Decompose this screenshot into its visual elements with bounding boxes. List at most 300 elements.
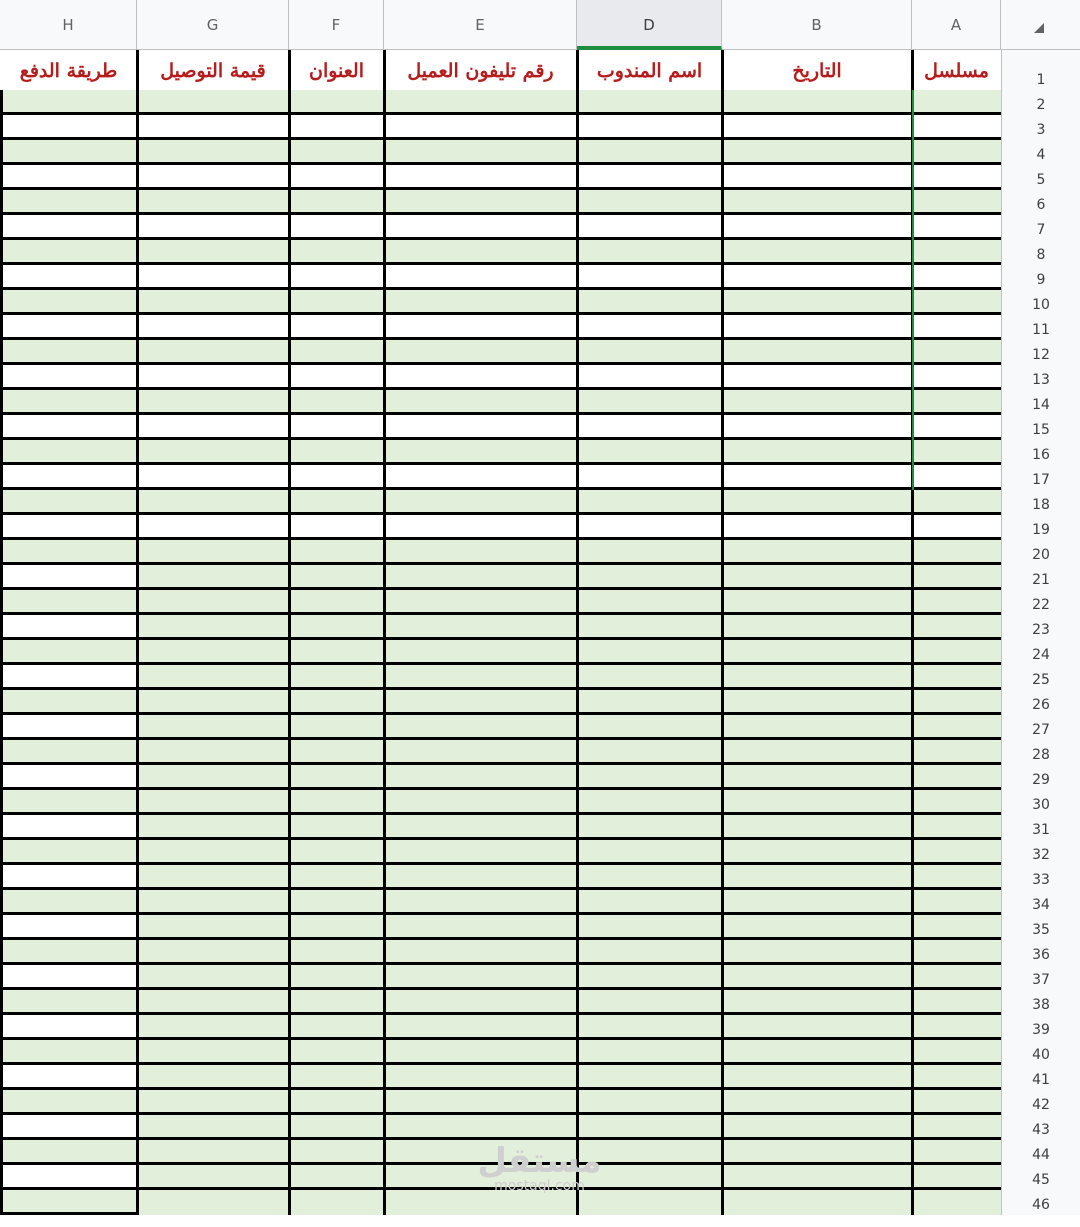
cell-e-25[interactable] [384,665,577,690]
cell-e-5[interactable] [384,165,577,190]
cell-b-5[interactable] [722,165,912,190]
cell-e-24[interactable] [384,640,577,665]
row-header-22[interactable] [1001,590,1080,615]
row-header-36[interactable] [1001,940,1080,965]
column-header-d[interactable]: D [577,0,722,50]
cell-h-10[interactable] [0,290,137,315]
cell-a-17[interactable] [912,465,1001,490]
header-cell-e[interactable]: رقم تليفون العميل [384,50,577,90]
row-header-32[interactable] [1001,840,1080,865]
cell-h-41[interactable] [0,1065,137,1090]
cell-f-8[interactable] [289,240,384,265]
cell-e-19[interactable] [384,515,577,540]
row-header-21[interactable] [1001,565,1080,590]
cell-b-2[interactable] [722,90,912,115]
row-header-19[interactable] [1001,515,1080,540]
cell-d-13[interactable] [577,365,722,390]
cell-e-4[interactable] [384,140,577,165]
cell-d-34[interactable] [577,890,722,915]
row-header-26[interactable] [1001,690,1080,715]
cell-b-20[interactable] [722,540,912,565]
cell-e-20[interactable] [384,540,577,565]
cell-d-42[interactable] [577,1090,722,1115]
select-all-corner[interactable] [1001,0,1080,50]
cell-f-32[interactable] [289,840,384,865]
cell-b-8[interactable] [722,240,912,265]
cell-g-45[interactable] [137,1165,289,1190]
header-cell-d[interactable]: اسم المندوب [577,50,722,90]
cell-d-4[interactable] [577,140,722,165]
cell-a-12[interactable] [912,340,1001,365]
cell-b-35[interactable] [722,915,912,940]
cell-f-41[interactable] [289,1065,384,1090]
cell-b-32[interactable] [722,840,912,865]
cell-a-21[interactable] [912,565,1001,590]
cell-f-25[interactable] [289,665,384,690]
cell-f-35[interactable] [289,915,384,940]
column-header-g[interactable]: G [137,0,289,50]
cell-g-11[interactable] [137,315,289,340]
cell-f-29[interactable] [289,765,384,790]
cell-g-27[interactable] [137,715,289,740]
cell-f-34[interactable] [289,890,384,915]
cell-b-38[interactable] [722,990,912,1015]
row-header-39[interactable] [1001,1015,1080,1040]
row-header-7[interactable] [1001,215,1080,240]
cell-e-31[interactable] [384,815,577,840]
cell-h-27[interactable] [0,715,137,740]
row-header-5[interactable] [1001,165,1080,190]
cell-g-28[interactable] [137,740,289,765]
cell-d-17[interactable] [577,465,722,490]
cell-d-18[interactable] [577,490,722,515]
cell-h-17[interactable] [0,465,137,490]
cell-g-2[interactable] [137,90,289,115]
cell-h-44[interactable] [0,1140,137,1165]
cell-h-39[interactable] [0,1015,137,1040]
cell-g-18[interactable] [137,490,289,515]
row-header-40[interactable] [1001,1040,1080,1065]
cell-d-10[interactable] [577,290,722,315]
cell-a-29[interactable] [912,765,1001,790]
row-header-8[interactable] [1001,240,1080,265]
cell-a-41[interactable] [912,1065,1001,1090]
cell-d-21[interactable] [577,565,722,590]
cell-a-9[interactable] [912,265,1001,290]
cell-e-45[interactable] [384,1165,577,1190]
cell-d-39[interactable] [577,1015,722,1040]
column-header-b[interactable]: B [722,0,912,50]
cell-e-43[interactable] [384,1115,577,1140]
header-cell-b[interactable]: التاريخ [722,50,912,90]
cell-h-20[interactable] [0,540,137,565]
cell-b-7[interactable] [722,215,912,240]
cell-b-27[interactable] [722,715,912,740]
row-header-25[interactable] [1001,665,1080,690]
row-header-18[interactable] [1001,490,1080,515]
cell-h-28[interactable] [0,740,137,765]
cell-d-2[interactable] [577,90,722,115]
cell-h-34[interactable] [0,890,137,915]
cell-e-38[interactable] [384,990,577,1015]
cell-e-36[interactable] [384,940,577,965]
cell-d-27[interactable] [577,715,722,740]
cell-b-9[interactable] [722,265,912,290]
cell-d-44[interactable] [577,1140,722,1165]
cell-f-18[interactable] [289,490,384,515]
row-header-1[interactable] [1001,50,1080,90]
cell-d-12[interactable] [577,340,722,365]
cell-f-33[interactable] [289,865,384,890]
cell-a-3[interactable] [912,115,1001,140]
cell-e-16[interactable] [384,440,577,465]
cell-b-16[interactable] [722,440,912,465]
cell-h-36[interactable] [0,940,137,965]
cell-g-4[interactable] [137,140,289,165]
cell-f-28[interactable] [289,740,384,765]
cell-e-44[interactable] [384,1140,577,1165]
cell-a-46[interactable] [912,1190,1001,1215]
cell-b-14[interactable] [722,390,912,415]
cell-f-11[interactable] [289,315,384,340]
cell-b-46[interactable] [722,1190,912,1215]
header-cell-f[interactable]: العنوان [289,50,384,90]
cell-a-13[interactable] [912,365,1001,390]
cell-a-31[interactable] [912,815,1001,840]
cell-a-40[interactable] [912,1040,1001,1065]
cell-e-7[interactable] [384,215,577,240]
cell-g-6[interactable] [137,190,289,215]
cell-b-3[interactable] [722,115,912,140]
cell-g-5[interactable] [137,165,289,190]
cell-a-19[interactable] [912,515,1001,540]
cell-f-7[interactable] [289,215,384,240]
cell-g-13[interactable] [137,365,289,390]
cell-h-14[interactable] [0,390,137,415]
cell-h-9[interactable] [0,265,137,290]
cell-b-25[interactable] [722,665,912,690]
row-header-30[interactable] [1001,790,1080,815]
cell-h-12[interactable] [0,340,137,365]
cell-f-5[interactable] [289,165,384,190]
cell-g-16[interactable] [137,440,289,465]
cell-a-22[interactable] [912,590,1001,615]
cell-d-38[interactable] [577,990,722,1015]
cell-g-43[interactable] [137,1115,289,1140]
cell-d-20[interactable] [577,540,722,565]
cell-e-22[interactable] [384,590,577,615]
cell-d-43[interactable] [577,1115,722,1140]
cell-d-40[interactable] [577,1040,722,1065]
cell-a-26[interactable] [912,690,1001,715]
row-header-14[interactable] [1001,390,1080,415]
cell-f-24[interactable] [289,640,384,665]
cell-e-23[interactable] [384,615,577,640]
cell-a-39[interactable] [912,1015,1001,1040]
cell-h-31[interactable] [0,815,137,840]
cell-a-42[interactable] [912,1090,1001,1115]
cell-e-34[interactable] [384,890,577,915]
cell-e-17[interactable] [384,465,577,490]
cell-d-31[interactable] [577,815,722,840]
cell-e-10[interactable] [384,290,577,315]
cell-h-46[interactable] [0,1190,137,1215]
cell-a-33[interactable] [912,865,1001,890]
cell-a-32[interactable] [912,840,1001,865]
cell-e-33[interactable] [384,865,577,890]
cell-h-24[interactable] [0,640,137,665]
cell-h-5[interactable] [0,165,137,190]
cell-a-37[interactable] [912,965,1001,990]
cell-d-32[interactable] [577,840,722,865]
cell-d-3[interactable] [577,115,722,140]
cell-h-22[interactable] [0,590,137,615]
cell-b-43[interactable] [722,1115,912,1140]
cell-e-6[interactable] [384,190,577,215]
cell-f-12[interactable] [289,340,384,365]
cell-e-46[interactable] [384,1190,577,1215]
cell-a-44[interactable] [912,1140,1001,1165]
cell-h-2[interactable] [0,90,137,115]
cell-d-36[interactable] [577,940,722,965]
cell-e-29[interactable] [384,765,577,790]
cell-b-42[interactable] [722,1090,912,1115]
header-cell-g[interactable]: قيمة التوصيل [137,50,289,90]
cell-b-24[interactable] [722,640,912,665]
cell-b-15[interactable] [722,415,912,440]
cell-d-6[interactable] [577,190,722,215]
column-header-e[interactable]: E [384,0,577,50]
row-header-31[interactable] [1001,815,1080,840]
cell-h-4[interactable] [0,140,137,165]
cell-h-38[interactable] [0,990,137,1015]
cell-f-43[interactable] [289,1115,384,1140]
cell-e-8[interactable] [384,240,577,265]
cell-f-4[interactable] [289,140,384,165]
cell-d-26[interactable] [577,690,722,715]
cell-f-42[interactable] [289,1090,384,1115]
cell-f-13[interactable] [289,365,384,390]
row-header-20[interactable] [1001,540,1080,565]
cell-h-29[interactable] [0,765,137,790]
cell-b-23[interactable] [722,615,912,640]
cell-a-8[interactable] [912,240,1001,265]
cell-b-29[interactable] [722,765,912,790]
cell-g-19[interactable] [137,515,289,540]
cell-b-33[interactable] [722,865,912,890]
cell-g-25[interactable] [137,665,289,690]
cell-e-9[interactable] [384,265,577,290]
cell-h-23[interactable] [0,615,137,640]
cell-h-7[interactable] [0,215,137,240]
row-header-24[interactable] [1001,640,1080,665]
cell-f-39[interactable] [289,1015,384,1040]
cell-h-33[interactable] [0,865,137,890]
cell-a-34[interactable] [912,890,1001,915]
header-cell-h[interactable]: طريقة الدفع [0,50,137,90]
row-header-4[interactable] [1001,140,1080,165]
cell-e-42[interactable] [384,1090,577,1115]
cell-d-37[interactable] [577,965,722,990]
cell-b-22[interactable] [722,590,912,615]
cell-g-20[interactable] [137,540,289,565]
row-header-43[interactable] [1001,1115,1080,1140]
cell-f-37[interactable] [289,965,384,990]
cell-b-36[interactable] [722,940,912,965]
cell-g-10[interactable] [137,290,289,315]
cell-g-42[interactable] [137,1090,289,1115]
cell-a-27[interactable] [912,715,1001,740]
cell-b-31[interactable] [722,815,912,840]
cell-b-34[interactable] [722,890,912,915]
cell-e-18[interactable] [384,490,577,515]
cell-g-23[interactable] [137,615,289,640]
cell-f-21[interactable] [289,565,384,590]
cell-f-22[interactable] [289,590,384,615]
cell-e-32[interactable] [384,840,577,865]
cell-f-46[interactable] [289,1190,384,1215]
cell-a-36[interactable] [912,940,1001,965]
cell-h-3[interactable] [0,115,137,140]
cell-e-15[interactable] [384,415,577,440]
row-header-28[interactable] [1001,740,1080,765]
cell-d-7[interactable] [577,215,722,240]
cell-d-8[interactable] [577,240,722,265]
cell-a-4[interactable] [912,140,1001,165]
cell-b-13[interactable] [722,365,912,390]
cell-e-3[interactable] [384,115,577,140]
cell-d-11[interactable] [577,315,722,340]
cell-e-28[interactable] [384,740,577,765]
cell-d-41[interactable] [577,1065,722,1090]
cell-f-14[interactable] [289,390,384,415]
cell-f-10[interactable] [289,290,384,315]
cell-f-26[interactable] [289,690,384,715]
cell-a-43[interactable] [912,1115,1001,1140]
cell-g-21[interactable] [137,565,289,590]
cell-d-19[interactable] [577,515,722,540]
row-header-15[interactable] [1001,415,1080,440]
cell-g-24[interactable] [137,640,289,665]
cell-g-32[interactable] [137,840,289,865]
cell-b-45[interactable] [722,1165,912,1190]
cell-e-2[interactable] [384,90,577,115]
cell-a-14[interactable] [912,390,1001,415]
cell-b-11[interactable] [722,315,912,340]
cell-e-35[interactable] [384,915,577,940]
row-header-44[interactable] [1001,1140,1080,1165]
cell-e-14[interactable] [384,390,577,415]
row-header-11[interactable] [1001,315,1080,340]
row-header-3[interactable] [1001,115,1080,140]
cell-b-6[interactable] [722,190,912,215]
row-header-17[interactable] [1001,465,1080,490]
row-header-34[interactable] [1001,890,1080,915]
cell-d-35[interactable] [577,915,722,940]
cell-b-21[interactable] [722,565,912,590]
column-header-a[interactable]: A [912,0,1001,50]
cell-a-16[interactable] [912,440,1001,465]
header-cell-a[interactable]: مسلسل [912,50,1001,90]
row-header-38[interactable] [1001,990,1080,1015]
row-header-33[interactable] [1001,865,1080,890]
cell-a-28[interactable] [912,740,1001,765]
cell-d-14[interactable] [577,390,722,415]
cell-g-30[interactable] [137,790,289,815]
cell-a-2[interactable] [912,90,1001,115]
cell-g-41[interactable] [137,1065,289,1090]
cell-g-38[interactable] [137,990,289,1015]
cell-f-15[interactable] [289,415,384,440]
row-header-27[interactable] [1001,715,1080,740]
row-header-41[interactable] [1001,1065,1080,1090]
cell-h-26[interactable] [0,690,137,715]
cell-b-19[interactable] [722,515,912,540]
cell-g-37[interactable] [137,965,289,990]
cell-e-41[interactable] [384,1065,577,1090]
cell-f-19[interactable] [289,515,384,540]
cell-a-11[interactable] [912,315,1001,340]
cell-f-27[interactable] [289,715,384,740]
cell-e-37[interactable] [384,965,577,990]
row-header-13[interactable] [1001,365,1080,390]
cell-b-37[interactable] [722,965,912,990]
cell-g-17[interactable] [137,465,289,490]
cell-f-23[interactable] [289,615,384,640]
cell-a-5[interactable] [912,165,1001,190]
cell-b-26[interactable] [722,690,912,715]
cell-d-23[interactable] [577,615,722,640]
cell-a-23[interactable] [912,615,1001,640]
cell-g-12[interactable] [137,340,289,365]
cell-b-17[interactable] [722,465,912,490]
cell-f-6[interactable] [289,190,384,215]
cell-g-36[interactable] [137,940,289,965]
cell-e-11[interactable] [384,315,577,340]
cell-f-17[interactable] [289,465,384,490]
cell-e-40[interactable] [384,1040,577,1065]
cell-h-40[interactable] [0,1040,137,1065]
row-header-23[interactable] [1001,615,1080,640]
cell-f-16[interactable] [289,440,384,465]
cell-f-31[interactable] [289,815,384,840]
cell-h-37[interactable] [0,965,137,990]
cell-a-45[interactable] [912,1165,1001,1190]
cell-a-18[interactable] [912,490,1001,515]
column-header-h[interactable]: H [0,0,137,50]
cell-g-7[interactable] [137,215,289,240]
cell-f-3[interactable] [289,115,384,140]
cell-a-7[interactable] [912,215,1001,240]
cell-d-16[interactable] [577,440,722,465]
cell-d-9[interactable] [577,265,722,290]
cell-b-44[interactable] [722,1140,912,1165]
cell-d-24[interactable] [577,640,722,665]
cell-a-20[interactable] [912,540,1001,565]
row-header-35[interactable] [1001,915,1080,940]
cell-a-6[interactable] [912,190,1001,215]
row-header-46[interactable] [1001,1190,1080,1215]
cell-g-9[interactable] [137,265,289,290]
cell-g-26[interactable] [137,690,289,715]
cell-h-21[interactable] [0,565,137,590]
cell-f-40[interactable] [289,1040,384,1065]
cell-h-45[interactable] [0,1165,137,1190]
cell-d-15[interactable] [577,415,722,440]
cell-f-36[interactable] [289,940,384,965]
cell-h-25[interactable] [0,665,137,690]
cell-e-26[interactable] [384,690,577,715]
